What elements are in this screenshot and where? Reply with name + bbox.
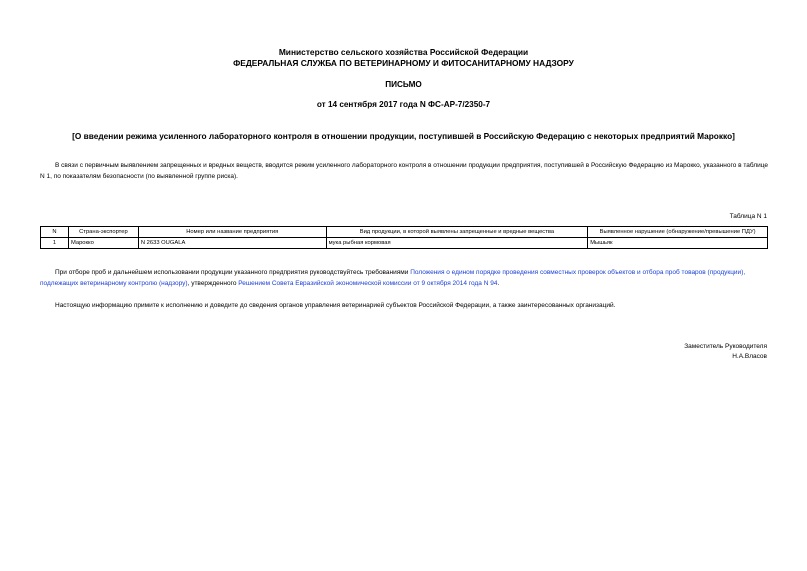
document-subject: [О введении режима усиленного лабораторного контроля в отношении продукции, поступившей в Российскую Федерацию с некоторых предприятий Марокко] <box>72 131 735 141</box>
column-header-enterprise: Номер или название предприятия <box>138 227 326 238</box>
regulation-link[interactable]: Положения о едином порядке проведения совместных проверок объектов и отбора проб товаров (продукции), подлежащих ветеринарному контролю (надзору) <box>40 269 746 287</box>
signature-block <box>684 342 767 362</box>
table-row <box>41 238 768 249</box>
column-header-violation: Выявленное нарушение (обнаружение/превышение ПДУ) <box>588 227 768 238</box>
cell-product: мука рыбная кормовая <box>326 238 588 249</box>
ministry-name: Министерство сельского хозяйства Российской Федерации <box>278 47 529 57</box>
violations-table <box>40 226 768 249</box>
column-header-product: Вид продукции, в которой выявлены запрещенные и вредные вещества <box>326 227 588 238</box>
column-header-number: N <box>41 227 69 238</box>
requirements-text-middle: , утвержденного <box>187 280 239 287</box>
table-caption: Таблица N 1 <box>729 213 767 220</box>
document-header <box>0 47 807 69</box>
document-date-number: от 14 сентября 2017 года N ФС-АР-7/2350-7 <box>316 100 491 109</box>
decision-link[interactable]: Решением Совета Евразийской экономической комиссии от 9 октября 2014 года N 94 <box>238 280 498 287</box>
cell-violation: Мышьяк <box>588 238 768 249</box>
cell-country: Марокко <box>68 238 138 249</box>
cell-enterprise: N 2633 OUGALA <box>138 238 326 249</box>
cell-number: 1 <box>41 238 69 249</box>
paragraph-requirements <box>40 267 770 289</box>
signatory-position: Заместитель Руководителя <box>684 343 767 350</box>
service-name: ФЕДЕРАЛЬНАЯ СЛУЖБА ПО ВЕТЕРИНАРНОМУ И ФИТОСАНИТАРНОМУ НАДЗОРУ <box>233 58 574 68</box>
requirements-text-after: . <box>497 280 500 287</box>
column-header-country: Страна-экспортер <box>68 227 138 238</box>
table-header-row <box>41 227 768 238</box>
requirements-text-before: При отборе проб и дальнейшем использовании продукции указанного предприятия руководствуйтесь требованиями <box>55 269 411 276</box>
signatory-name: Н.А.Власов <box>732 353 767 360</box>
paragraph-instruction: Настоящую информацию примите к исполнению и доведите до сведения органов управления ветеринарией субъектов Российской Федерации, а также заинтересованных организаций. <box>55 302 616 309</box>
paragraph-intro: В связи с первичным выявлением запрещенных и вредных веществ, вводится режим усиленного лабораторного контроля в отношении продукции предприятия, поступившей в Российскую Федерацию из Марокко, указанного в таблице N 1, по показателям безопасности (по выявленной группе риска). <box>40 162 769 180</box>
document-type: ПИСЬМО <box>385 80 422 89</box>
